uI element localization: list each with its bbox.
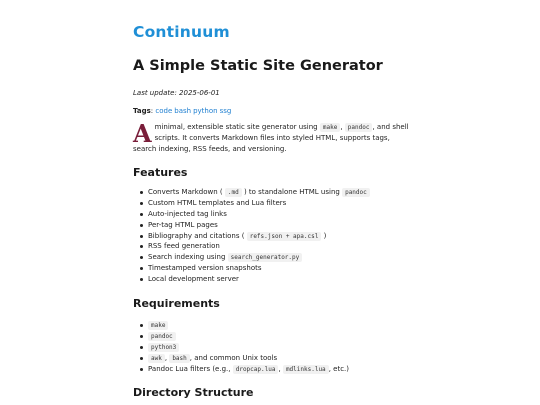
intro-text-2: , and shell scripts. It converts Markdown files into styled HTML, supports tags, search indexing, RSS feeds, and versioning. [133, 123, 409, 153]
feature-text: Search indexing using [148, 253, 226, 262]
requirement-item [140, 342, 349, 353]
last-update: Last update: 2025-06-01 [133, 89, 220, 97]
code-pandoc: pandoc [345, 123, 373, 132]
feature-item [140, 220, 370, 231]
feature-item [140, 231, 370, 242]
feature-item [140, 252, 370, 263]
feature-text: RSS feed generation [148, 242, 220, 251]
features-heading: Features [133, 166, 188, 179]
feature-code: refs.json + apa.csl [247, 232, 322, 241]
feature-item [140, 187, 370, 198]
directory-heading: Directory Structure [133, 386, 254, 399]
feature-text: Local development server [148, 275, 239, 284]
feature-text: Bibliography and citations ( [148, 231, 245, 240]
logo-rest: ontinuum [144, 23, 230, 41]
features-list [140, 187, 370, 285]
requirement-code: make [148, 321, 168, 330]
feature-text: Converts Markdown ( [148, 188, 223, 196]
requirement-code: dropcap.lua [233, 365, 279, 374]
feature-code: .md [225, 188, 242, 197]
requirement-item [140, 331, 349, 342]
tag-link-python[interactable]: python [193, 107, 218, 115]
tag-link-bash[interactable]: bash [174, 107, 192, 115]
feature-text: Timestamped version snapshots [148, 264, 262, 273]
requirement-item [140, 364, 349, 375]
requirement-text: Pandoc Lua filters (e.g., [148, 364, 231, 373]
requirement-code: bash [169, 354, 189, 363]
requirement-code: pandoc [148, 332, 176, 341]
site-logo[interactable] [133, 23, 230, 41]
requirement-item [140, 353, 349, 364]
feature-text: Custom HTML templates and Lua filters [148, 198, 287, 207]
tags-line [133, 107, 233, 115]
requirement-code: python3 [148, 343, 179, 352]
requirements-heading: Requirements [133, 297, 220, 310]
logo-first-letter: C [133, 23, 145, 41]
feature-text: ) to standalone HTML using [243, 188, 340, 196]
requirement-text: , etc.) [328, 364, 349, 373]
requirements-list [140, 320, 349, 374]
intro-sep: , [340, 123, 343, 131]
feature-item [140, 241, 370, 252]
feature-item [140, 209, 370, 220]
code-make: make [320, 123, 340, 132]
requirement-code: mdlinks.lua [283, 365, 329, 374]
requirement-code: awk [148, 354, 165, 363]
feature-code: pandoc [342, 188, 370, 197]
feature-code: search_generator.py [228, 253, 303, 262]
dropcap: A [133, 119, 152, 148]
feature-text: Per-tag HTML pages [148, 220, 218, 229]
feature-item [140, 263, 370, 274]
tags-label: Tags [133, 107, 151, 115]
tag-link-ssg[interactable]: ssg [219, 107, 232, 115]
requirement-text: , and common Unix tools [189, 353, 278, 362]
requirement-item [140, 320, 349, 331]
intro-text-1: minimal, extensible static site generator using [154, 123, 318, 131]
intro-paragraph [133, 119, 413, 155]
feature-item [140, 198, 370, 209]
feature-text: ) [323, 231, 327, 240]
feature-item [140, 274, 370, 285]
tags-colon: : [150, 107, 154, 115]
requirement-text: , [164, 353, 168, 362]
requirement-text: , [278, 364, 281, 373]
tag-link-code[interactable]: code [155, 107, 173, 115]
feature-text: Auto-injected tag links [148, 209, 227, 218]
page-title: A Simple Static Site Generator [133, 58, 383, 74]
